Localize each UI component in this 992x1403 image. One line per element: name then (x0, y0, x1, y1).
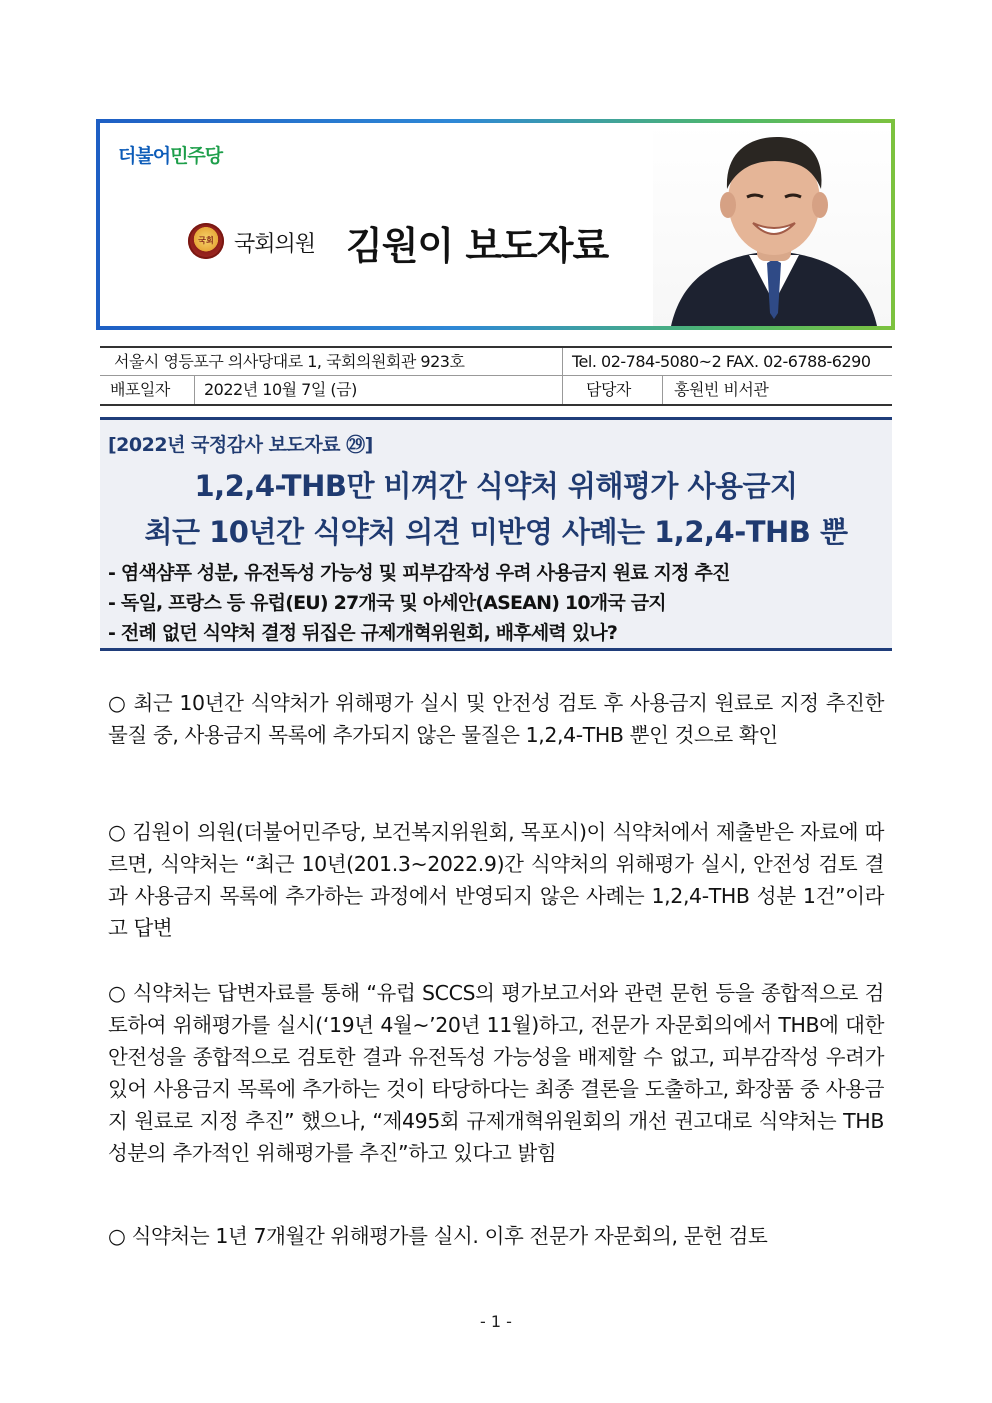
contact-text: Tel. 02-784-5080~2 FAX. 02-6788-6290 (572, 352, 871, 371)
person-portrait-icon (653, 123, 895, 326)
table-divider (562, 376, 563, 404)
body-paragraph: ○ 식약처는 1년 7개월간 위해평가를 실시. 이후 전문가 자문회의, 문헌 검토 (108, 1224, 768, 1248)
series-label: [2022년 국정감사 보도자료 ㉙] (108, 434, 373, 456)
info-row-release (100, 376, 892, 404)
manager-value: 홍원빈 비서관 (674, 380, 769, 399)
body-paragraph: ○ 식약처는 답변자료를 통해 “유럽 SCCS의 평가보고서와 관련 문헌 등을 종합적으로 검토하여 위해평가를 실시(‘19년 4월~’20년 11월)하고, 전문가 자문회의에서 THB에 대한 안전성을 종합적으로 검토한 결과 유전독성 가능성을 배제할 수 없고, 피부감작성 우려가 있어 사용금지 목록에 추가하는 것이 타당하다는 최종 결론을 도출하고, 화장품 중 사용금지 원료로 지정 추진” 했으나, “제495회 규제개혁위원회의 개선 권고대로 식약처는 THB 성분의 추가적인 위해평가를 추진”하고 있다고 밝힘 (108, 981, 884, 1165)
party-logo-part2: 민주당 (170, 145, 223, 167)
subtitle-item: - 독일, 프랑스 등 유럽(EU) 27개국 및 아세안(ASEAN) 10개국 금지 (108, 592, 666, 614)
table-divider (662, 376, 663, 404)
headline-title-line2: 최근 10년간 식약처 의견 미반영 사례는 1,2,4-THB 뿐 (144, 515, 848, 549)
member-portrait (653, 123, 895, 326)
member-label: 국회의원 (234, 232, 316, 257)
assembly-seal-icon (188, 223, 224, 259)
seal-text: 국회 (198, 236, 214, 245)
page-number: - 1 - (480, 1312, 512, 1331)
contact-info-table (100, 346, 892, 406)
press-release-title: 김원이 보도자료 (346, 224, 609, 268)
subtitle-item: - 염색샴푸 성분, 유전독성 가능성 및 피부감작성 우려 사용금지 원료 지정 추진 (108, 562, 730, 584)
party-logo-part1: 더불어 (118, 145, 171, 167)
headline-box (100, 417, 892, 651)
body-paragraph: ○ 김원이 의원(더불어민주당, 보건복지위원회, 목포시)이 식약처에서 제출받은 자료에 따르면, 식약처는 “최근 10년(201.3~2022.9)간 식약처의 위해평가 실시, 안전성 검토 결과 사용금지 목록에 추가하는 과정에서 반영되지 않은 사례는 1,2,4-THB 성분 1건”이라고 답변 (108, 820, 884, 940)
subtitle-item: - 전례 없던 식약처 결정 뒤집은 규제개혁위원회, 배후세력 있나? (108, 622, 618, 644)
header-banner (96, 119, 895, 330)
info-row-address (100, 348, 892, 376)
manager-label: 담당자 (586, 380, 631, 399)
release-date-value: 2022년 10월 7일 (금) (204, 380, 357, 399)
headline-title-line1: 1,2,4-THB만 비껴간 식약처 위해평가 사용금지 (194, 469, 798, 503)
party-logo (118, 141, 222, 168)
table-divider (194, 376, 195, 404)
body-paragraph: ○ 최근 10년간 식약처가 위해평가 실시 및 안전성 검토 후 사용금지 원료로 지정 추진한 물질 중, 사용금지 목록에 추가되지 않은 물질은 1,2,4-THB 뿐인 것으로 확인 (108, 691, 884, 747)
release-date-label: 배포일자 (110, 380, 170, 399)
table-divider (562, 348, 563, 375)
address-text: 서울시 영등포구 의사당대로 1, 국회의원회관 923호 (114, 352, 465, 371)
